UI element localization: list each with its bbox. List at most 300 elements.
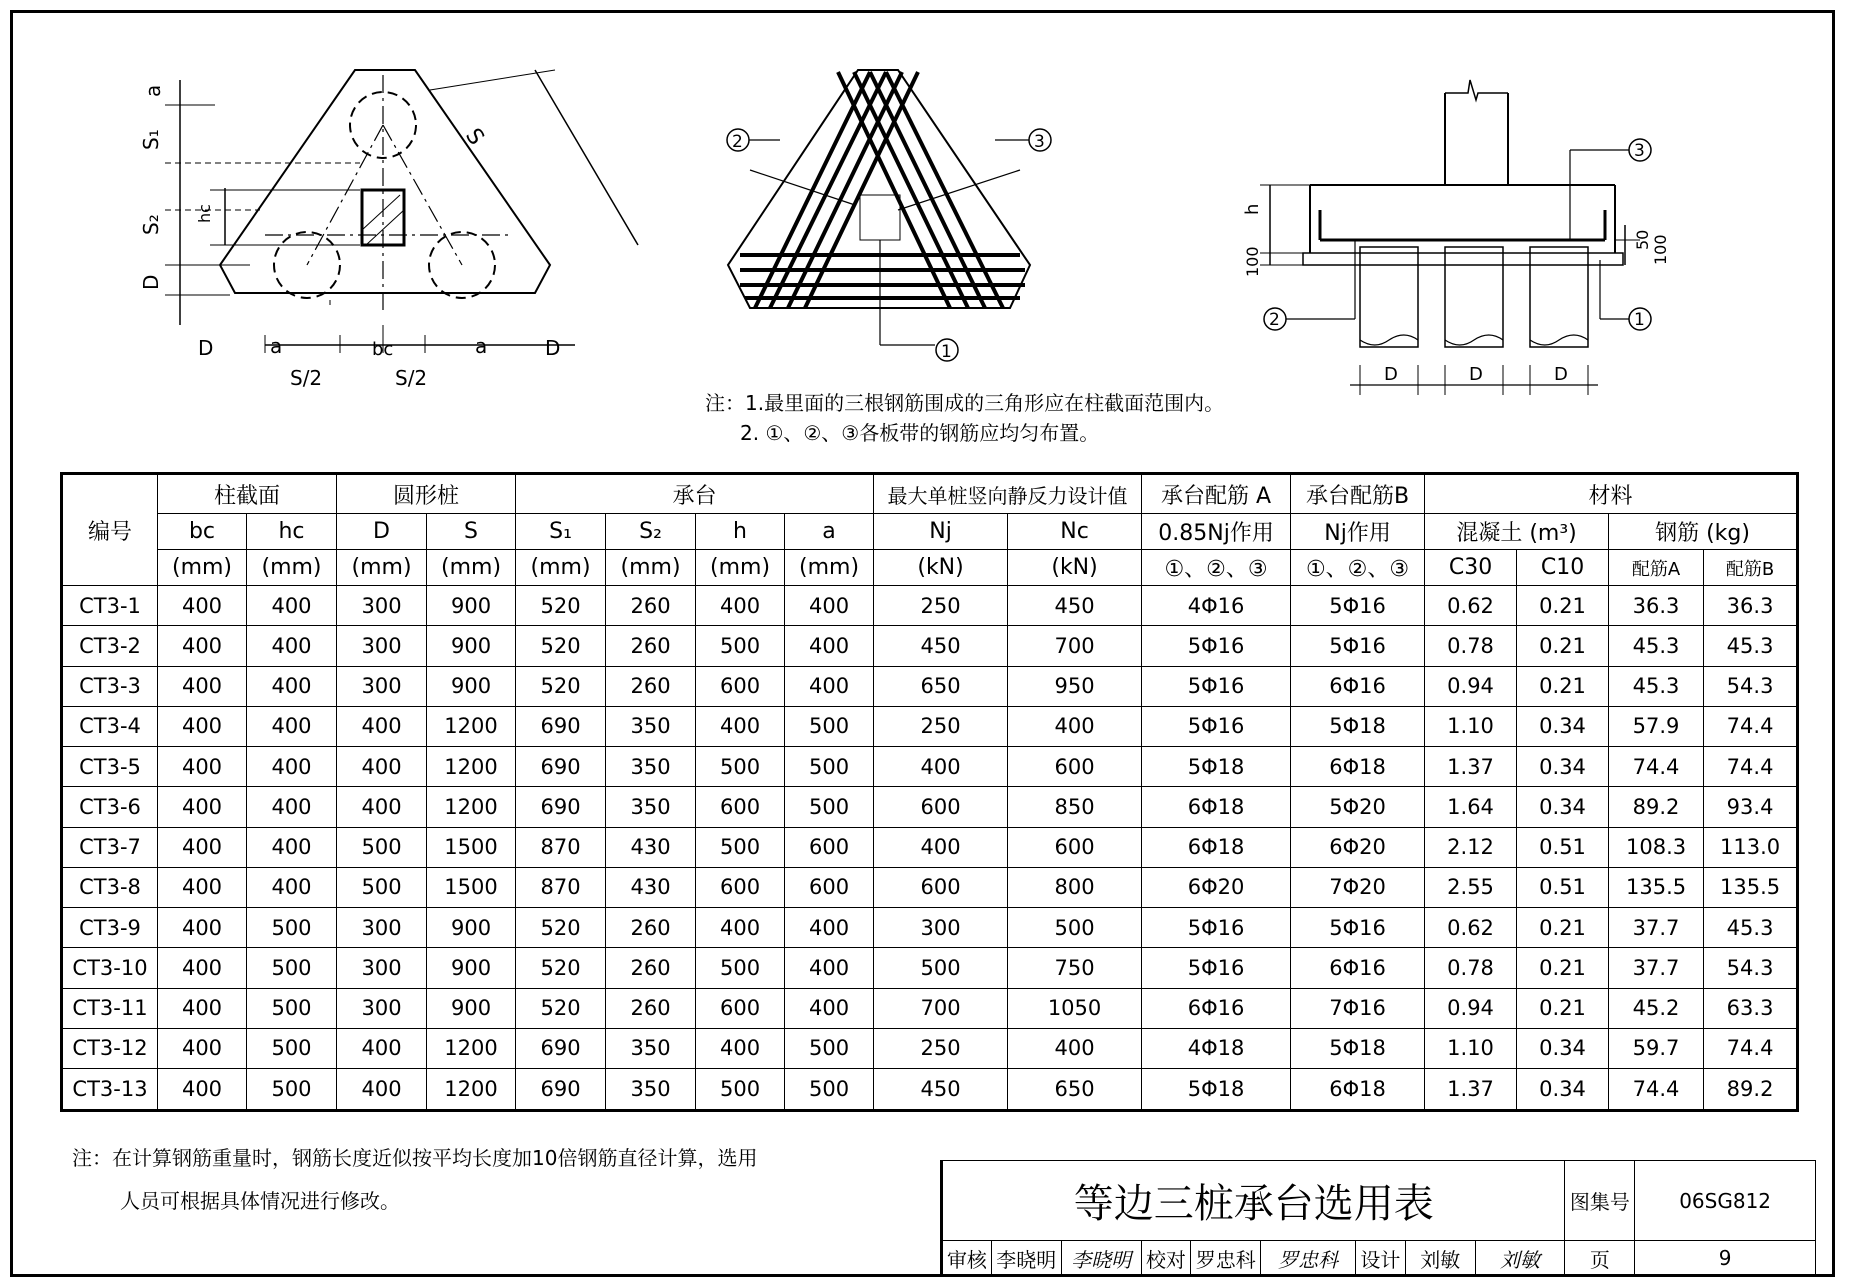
- table-cell: 500: [874, 948, 1008, 988]
- dim-s-half-left: S/2: [290, 366, 323, 390]
- table-cell: 45.3: [1609, 666, 1704, 706]
- table-row: [62, 867, 1798, 907]
- table-cell: 2.12: [1425, 827, 1517, 867]
- table-cell: 6Φ16: [1142, 988, 1291, 1028]
- table-cell: 0.34: [1517, 1028, 1609, 1068]
- sub-s1: S₁: [516, 514, 606, 550]
- table-row: [62, 666, 1798, 706]
- dim-d-label: D: [139, 274, 163, 290]
- table-cell: 36.3: [1704, 586, 1798, 626]
- dim-h-label: h: [1242, 203, 1263, 215]
- table-cell: 7Φ20: [1291, 867, 1425, 907]
- table-cell: 260: [606, 666, 696, 706]
- header-column: 柱截面: [158, 474, 337, 514]
- plan-diagram: [139, 55, 590, 425]
- table-cell: 900: [427, 666, 516, 706]
- table-cell: 500: [337, 867, 427, 907]
- dim-a-bottom-right: a: [475, 334, 488, 358]
- table-cell: 0.78: [1425, 948, 1517, 988]
- page-number: 9: [1635, 1241, 1816, 1276]
- sub-s: S: [427, 514, 516, 550]
- design-label: 设计: [1355, 1241, 1405, 1276]
- table-cell: 600: [696, 666, 785, 706]
- table-cell: 1.10: [1425, 706, 1517, 746]
- header-cap: 承台: [516, 474, 874, 514]
- sub-bc: bc: [158, 514, 247, 550]
- table-cell: 45.2: [1609, 988, 1704, 1028]
- table-cell: 5Φ16: [1291, 626, 1425, 666]
- unit-circles: ①、②、③: [1142, 550, 1291, 586]
- table-row: [62, 908, 1798, 948]
- designer-signature: 刘敏: [1475, 1241, 1565, 1276]
- unit-c30: C30: [1425, 550, 1517, 586]
- atlas-number: 06SG812: [1635, 1161, 1816, 1241]
- table-cell: 113.0: [1704, 827, 1798, 867]
- table-cell: 0.21: [1517, 666, 1609, 706]
- table-cell: 500: [696, 626, 785, 666]
- table-cell: 430: [606, 827, 696, 867]
- table-cell: 600: [696, 988, 785, 1028]
- table-row: [62, 827, 1798, 867]
- table-cell: 520: [516, 908, 606, 948]
- cap-code-cell: CT3-2: [62, 626, 158, 666]
- table-cell: 260: [606, 908, 696, 948]
- dim-d-1: D: [1384, 364, 1398, 385]
- callout-2b-label: 2: [1269, 310, 1280, 330]
- unit-c10: C10: [1517, 550, 1609, 586]
- table-cell: 45.3: [1704, 908, 1798, 948]
- table-cell: 2.55: [1425, 867, 1517, 907]
- table-row: [62, 1069, 1798, 1111]
- table-cell: 63.3: [1704, 988, 1798, 1028]
- table-cell: 520: [516, 666, 606, 706]
- review-label: 审核: [942, 1241, 992, 1276]
- sub-a: a: [785, 514, 874, 550]
- dim-100-right: 100: [1651, 234, 1670, 265]
- table-cell: 400: [158, 827, 247, 867]
- cap-outline: [220, 70, 550, 293]
- table-cell: 900: [427, 626, 516, 666]
- cap-code-cell: CT3-1: [62, 586, 158, 626]
- table-cell: 6Φ20: [1291, 827, 1425, 867]
- table-cell: 520: [516, 586, 606, 626]
- table-cell: 900: [427, 586, 516, 626]
- table-cell: 0.51: [1517, 867, 1609, 907]
- table-cell: 400: [337, 1069, 427, 1111]
- header-code: 编号: [62, 474, 158, 586]
- table-cell: 5Φ20: [1291, 787, 1425, 827]
- table-cell: 900: [427, 908, 516, 948]
- table-cell: 400: [158, 706, 247, 746]
- table-cell: 1200: [427, 1028, 516, 1068]
- sub-nj: Nj: [874, 514, 1008, 550]
- table-cell: 300: [337, 948, 427, 988]
- table-cell: 400: [158, 988, 247, 1028]
- pile-cap-table: [60, 472, 1799, 1112]
- table-cell: 500: [247, 1028, 337, 1068]
- sub-rebar-a: 0.85Nj作用: [1142, 514, 1291, 550]
- table-cell: 400: [158, 1069, 247, 1111]
- table-cell: 350: [606, 1028, 696, 1068]
- table-cell: 700: [874, 988, 1008, 1028]
- sub-rebar-b: Nj作用: [1291, 514, 1425, 550]
- table-cell: 400: [785, 908, 874, 948]
- checker-signature: 罗忠科: [1261, 1241, 1356, 1276]
- table-cell: 500: [785, 747, 874, 787]
- dim-d-3: D: [1554, 364, 1568, 385]
- table-cell: 520: [516, 626, 606, 666]
- dim-s2-label: S₂: [139, 214, 163, 235]
- title-block: [940, 1160, 1816, 1276]
- table-cell: 5Φ18: [1142, 1069, 1291, 1111]
- table-cell: 135.5: [1704, 867, 1798, 907]
- table-cell: 600: [1008, 747, 1142, 787]
- dim-s1-label: S₁: [139, 129, 163, 150]
- table-cell: 6Φ18: [1291, 747, 1425, 787]
- table-cell: 300: [337, 626, 427, 666]
- unit-mm: (mm): [606, 550, 696, 586]
- table-cell: 5Φ18: [1142, 747, 1291, 787]
- table-cell: 400: [785, 988, 874, 1028]
- table-cell: 400: [247, 747, 337, 787]
- sub-hc: hc: [247, 514, 337, 550]
- atlas-label: 图集号: [1565, 1161, 1635, 1241]
- unit-mm: (mm): [158, 550, 247, 586]
- unit-mm: (mm): [696, 550, 785, 586]
- table-cell: 350: [606, 1069, 696, 1111]
- page-label: 页: [1565, 1241, 1635, 1276]
- table-cell: 400: [247, 827, 337, 867]
- table-cell: 690: [516, 1069, 606, 1111]
- table-cell: 300: [337, 666, 427, 706]
- table-cell: 400: [337, 1028, 427, 1068]
- table-cell: 300: [337, 988, 427, 1028]
- table-cell: 5Φ18: [1291, 706, 1425, 746]
- table-cell: 0.94: [1425, 666, 1517, 706]
- dim-d-2: D: [1469, 364, 1483, 385]
- table-cell: 108.3: [1609, 827, 1704, 867]
- bottom-note-2: 人员可根据具体情况进行修改。: [120, 1189, 400, 1213]
- unit-circles: ①、②、③: [1291, 550, 1425, 586]
- table-cell: 0.62: [1425, 908, 1517, 948]
- table-cell: 5Φ16: [1142, 626, 1291, 666]
- table-cell: 600: [696, 867, 785, 907]
- table-cell: 450: [874, 626, 1008, 666]
- cap-code-cell: CT3-8: [62, 867, 158, 907]
- table-cell: 600: [1008, 827, 1142, 867]
- reviewer: 李晓明: [991, 1241, 1061, 1276]
- checker: 罗忠科: [1191, 1241, 1261, 1276]
- unit-mm: (mm): [427, 550, 516, 586]
- table-cell: 89.2: [1704, 1069, 1798, 1111]
- table-cell: 1500: [427, 827, 516, 867]
- table-cell: 89.2: [1609, 787, 1704, 827]
- table-cell: 500: [696, 1069, 785, 1111]
- dim-s-half-right: S/2: [395, 366, 428, 390]
- table-cell: 5Φ16: [1291, 908, 1425, 948]
- dim-bc-label: bc: [372, 339, 394, 360]
- table-cell: 400: [1008, 1028, 1142, 1068]
- table-cell: 350: [606, 747, 696, 787]
- cap-code-cell: CT3-5: [62, 747, 158, 787]
- table-cell: 500: [785, 787, 874, 827]
- header-reaction: 最大单桩竖向静反力设计值: [874, 474, 1142, 514]
- table-cell: 400: [696, 908, 785, 948]
- table-cell: 500: [785, 1069, 874, 1111]
- cap-code-cell: CT3-4: [62, 706, 158, 746]
- table-cell: 690: [516, 787, 606, 827]
- table-cell: 300: [874, 908, 1008, 948]
- table-cell: 36.3: [1609, 586, 1704, 626]
- section-diagram: [1230, 75, 1670, 405]
- table-cell: 0.78: [1425, 626, 1517, 666]
- table-row: [62, 706, 1798, 746]
- table-cell: 500: [247, 908, 337, 948]
- table-cell: 260: [606, 626, 696, 666]
- table-cell: 6Φ18: [1142, 827, 1291, 867]
- table-cell: 400: [158, 787, 247, 827]
- table-cell: 870: [516, 867, 606, 907]
- cap-code-cell: CT3-12: [62, 1028, 158, 1068]
- table-cell: 5Φ16: [1142, 706, 1291, 746]
- unit-mm: (mm): [337, 550, 427, 586]
- table-cell: 400: [337, 747, 427, 787]
- table-cell: 0.21: [1517, 626, 1609, 666]
- table-cell: 900: [427, 948, 516, 988]
- table-cell: 350: [606, 706, 696, 746]
- table-cell: 54.3: [1704, 948, 1798, 988]
- sub-concrete: 混凝土 (m³): [1425, 514, 1609, 550]
- table-row: [62, 626, 1798, 666]
- table-cell: 400: [247, 867, 337, 907]
- diagram-note-2: 2. ①、②、③各板带的钢筋应均匀布置。: [740, 421, 1100, 445]
- table-cell: 4Φ16: [1142, 586, 1291, 626]
- table-cell: 400: [247, 706, 337, 746]
- callout-1b-label: 1: [1634, 310, 1645, 330]
- table-cell: 450: [874, 1069, 1008, 1111]
- table-row: [62, 988, 1798, 1028]
- table-cell: 1200: [427, 706, 516, 746]
- table-cell: 74.4: [1704, 706, 1798, 746]
- table-cell: 250: [874, 586, 1008, 626]
- designer: 刘敏: [1405, 1241, 1475, 1276]
- table-cell: 450: [1008, 586, 1142, 626]
- reviewer-signature: 李晓明: [1061, 1241, 1141, 1276]
- table-cell: 0.34: [1517, 747, 1609, 787]
- table-cell: 400: [247, 666, 337, 706]
- cap-code-cell: CT3-7: [62, 827, 158, 867]
- table-row: [62, 1028, 1798, 1068]
- table-cell: 400: [247, 586, 337, 626]
- table-cell: 74.4: [1609, 747, 1704, 787]
- rebar-diagram: [720, 60, 1080, 380]
- unit-mm: (mm): [785, 550, 874, 586]
- dim-s-label: S: [460, 124, 489, 150]
- cap-code-cell: CT3-13: [62, 1069, 158, 1111]
- table-cell: 870: [516, 827, 606, 867]
- unit-pei-b: 配筋B: [1704, 550, 1798, 586]
- table-cell: 59.7: [1609, 1028, 1704, 1068]
- table-cell: 0.94: [1425, 988, 1517, 1028]
- table-cell: 600: [874, 867, 1008, 907]
- table-cell: 500: [337, 827, 427, 867]
- sub-h: h: [696, 514, 785, 550]
- table-cell: 400: [158, 908, 247, 948]
- table-cell: 1050: [1008, 988, 1142, 1028]
- dim-a-label: a: [141, 84, 165, 97]
- table-cell: 400: [158, 948, 247, 988]
- table-cell: 500: [247, 1069, 337, 1111]
- dim-50-label: 50: [1633, 229, 1652, 250]
- table-cell: 600: [696, 787, 785, 827]
- table-cell: 400: [874, 827, 1008, 867]
- table-cell: 700: [1008, 626, 1142, 666]
- table-cell: 1.64: [1425, 787, 1517, 827]
- sub-s2: S₂: [606, 514, 696, 550]
- table-cell: 0.34: [1517, 787, 1609, 827]
- table-cell: 500: [247, 948, 337, 988]
- table-cell: 0.21: [1517, 948, 1609, 988]
- table-cell: 430: [606, 867, 696, 907]
- table-cell: 690: [516, 1028, 606, 1068]
- dim-d-bottom-right: D: [545, 336, 561, 360]
- table-cell: 650: [874, 666, 1008, 706]
- table-cell: 500: [1008, 908, 1142, 948]
- table-cell: 45.3: [1704, 626, 1798, 666]
- table-cell: 0.21: [1517, 586, 1609, 626]
- unit-kn: (kN): [1008, 550, 1142, 586]
- table-cell: 500: [696, 747, 785, 787]
- table-cell: 6Φ16: [1291, 666, 1425, 706]
- table-cell: 37.7: [1609, 948, 1704, 988]
- table-cell: 400: [696, 1028, 785, 1068]
- table-cell: 520: [516, 988, 606, 1028]
- table-cell: 690: [516, 706, 606, 746]
- table-cell: 260: [606, 988, 696, 1028]
- table-cell: 6Φ20: [1142, 867, 1291, 907]
- callout-2-label: 2: [732, 132, 743, 152]
- table-cell: 1500: [427, 867, 516, 907]
- table-cell: 800: [1008, 867, 1142, 907]
- table-cell: 400: [874, 747, 1008, 787]
- table-cell: 520: [516, 948, 606, 988]
- table-cell: 6Φ18: [1291, 1069, 1425, 1111]
- table-cell: 400: [337, 787, 427, 827]
- table-cell: 5Φ16: [1142, 666, 1291, 706]
- table-cell: 0.34: [1517, 706, 1609, 746]
- table-cell: 300: [337, 586, 427, 626]
- cap-code-cell: CT3-9: [62, 908, 158, 948]
- table-cell: 74.4: [1704, 1028, 1798, 1068]
- callout-3b-label: 3: [1634, 141, 1645, 161]
- unit-kn: (kN): [874, 550, 1008, 586]
- sub-nc: Nc: [1008, 514, 1142, 550]
- table-cell: 400: [1008, 706, 1142, 746]
- table-cell: 45.3: [1609, 626, 1704, 666]
- header-material: 材料: [1425, 474, 1798, 514]
- unit-mm: (mm): [516, 550, 606, 586]
- table-cell: 260: [606, 948, 696, 988]
- table-cell: 500: [785, 706, 874, 746]
- diagram-note-1: 注：1.最里面的三根钢筋围成的三角形应在柱截面范围内。: [705, 391, 1225, 415]
- cap-code-cell: CT3-10: [62, 948, 158, 988]
- dim-a-bottom-left: a: [270, 334, 283, 358]
- table-cell: 54.3: [1704, 666, 1798, 706]
- cap-code-cell: CT3-3: [62, 666, 158, 706]
- dim-100-left: 100: [1243, 246, 1262, 277]
- table-cell: 650: [1008, 1069, 1142, 1111]
- table-cell: 5Φ16: [1142, 948, 1291, 988]
- table-cell: 400: [158, 747, 247, 787]
- table-cell: 400: [158, 666, 247, 706]
- table-cell: 600: [785, 827, 874, 867]
- bottom-note-1: 注：在计算钢筋重量时，钢筋长度近似按平均长度加10倍钢筋直径计算，选用: [72, 1146, 758, 1170]
- table-cell: 600: [874, 787, 1008, 827]
- table-cell: 400: [337, 706, 427, 746]
- table-cell: 74.4: [1609, 1069, 1704, 1111]
- table-cell: 74.4: [1704, 747, 1798, 787]
- cap-code-cell: CT3-11: [62, 988, 158, 1028]
- table-row: [62, 586, 1798, 626]
- callout-1-label: 1: [941, 342, 952, 362]
- unit-pei-a: 配筋A: [1609, 550, 1704, 586]
- table-cell: 400: [158, 1028, 247, 1068]
- table-cell: 0.62: [1425, 586, 1517, 626]
- table-cell: 400: [785, 626, 874, 666]
- table-row: [62, 948, 1798, 988]
- table-cell: 300: [337, 908, 427, 948]
- table-cell: 1.10: [1425, 1028, 1517, 1068]
- table-cell: 400: [247, 787, 337, 827]
- table-row: [62, 747, 1798, 787]
- table-cell: 1.37: [1425, 1069, 1517, 1111]
- table-cell: 400: [696, 586, 785, 626]
- table-cell: 500: [785, 1028, 874, 1068]
- table-cell: 400: [785, 948, 874, 988]
- table-cell: 500: [696, 827, 785, 867]
- table-cell: 600: [785, 867, 874, 907]
- table-cell: 850: [1008, 787, 1142, 827]
- dim-hc-label: hc: [195, 204, 214, 223]
- table-cell: 400: [158, 867, 247, 907]
- table-cell: 250: [874, 706, 1008, 746]
- table-cell: 0.21: [1517, 988, 1609, 1028]
- table-cell: 5Φ18: [1291, 1028, 1425, 1068]
- table-cell: 400: [696, 706, 785, 746]
- table-cell: 950: [1008, 666, 1142, 706]
- table-cell: 400: [158, 626, 247, 666]
- drawing-title: 等边三桩承台选用表: [942, 1161, 1565, 1241]
- table-cell: 37.7: [1609, 908, 1704, 948]
- table-cell: 500: [696, 948, 785, 988]
- table-cell: 57.9: [1609, 706, 1704, 746]
- table-cell: 400: [785, 586, 874, 626]
- check-label: 校对: [1141, 1241, 1191, 1276]
- header-rebar-a: 承台配筋 A: [1142, 474, 1291, 514]
- table-cell: 400: [158, 586, 247, 626]
- table-cell: 6Φ16: [1291, 948, 1425, 988]
- cap-code-cell: CT3-6: [62, 787, 158, 827]
- table-cell: 1200: [427, 1069, 516, 1111]
- table-cell: 5Φ16: [1142, 908, 1291, 948]
- sub-steel: 钢筋 (kg): [1609, 514, 1798, 550]
- table-cell: 1.37: [1425, 747, 1517, 787]
- table-cell: 6Φ18: [1142, 787, 1291, 827]
- dim-d-bottom-left: D: [198, 336, 214, 360]
- table-cell: 93.4: [1704, 787, 1798, 827]
- sub-d: D: [337, 514, 427, 550]
- table-cell: 350: [606, 787, 696, 827]
